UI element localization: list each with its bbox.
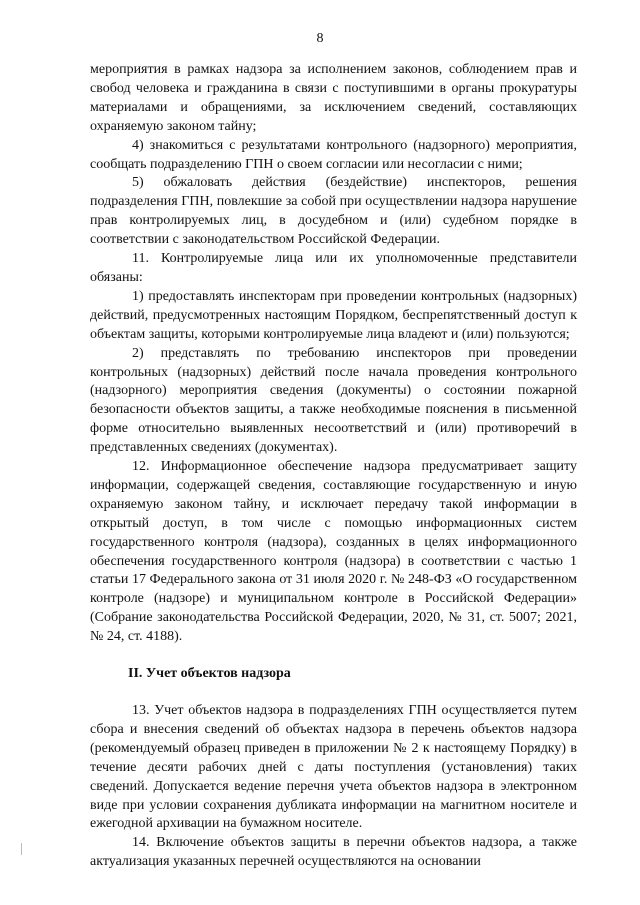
page-number: 8 [316,31,324,46]
paragraph-continuation: мероприятия в рамках надзора за исполнением законов, соблюдением прав и свобод человека и гражданина в связи с поступившими в органы прокуратуры материалами и обращениями, за исключением сведений, составляющих охраняемую законом тайну; [90,62,577,134]
paragraph-item-5: 5) обжаловать действия (бездействие) инспекторов, решения подразделения ГПН, повлекшие за собой при осуществлении надзора нарушение прав контролируемых лиц, в досудебном и (или) судебном порядке в соответствии с законодательством Российской Федерации. [90,175,577,248]
paragraph-11: 11. Контролируемые лица или их уполномоченные представители обязаны: [90,251,577,285]
paragraph-item-4: 4) знакомиться с результатами контрольного (надзорного) мероприятия, сообщать подразделению ГПН о своем согласии или несогласии с ними; [90,137,577,172]
margin-mark [21,843,22,855]
section-heading: II. Учет объектов надзора [128,666,291,682]
paragraph-12: 12. Информационное обеспечение надзора предусматривает защиту информации, содержащей сведения, составляющие государственную и иную охраняемую законом тайну, и исключает передачу такой информации в открытый доступ, в том числе с помощью информационных систем государственного контроля (надзора), созданных в целях информационного обеспечения государственного контроля (надзора) в соответствии с частью 1 статьи 17 Федерального закона от 31 июля 2020 г. № 248-ФЗ «О государственном контроле (надзоре) и муниципальном контроле в Российской Федерации» (Собрание законодательства Российской Федерации, 2020, № 31, ст. 5007; 2021, № 24, ст. 4188). [90,459,577,645]
paragraph-11-item-2: 2) представлять по требованию инспекторов при проведении контрольных (надзорных) действий после начала проведения контрольного (надзорного) мероприятия сведения (документы) о состоянии пожарной безопасности объектов защиты, а также необходимые пояснения в письменной форме относительно выявленных несоответствий и (или) противоречий в представленных сведениях (документах). [90,345,577,456]
paragraph-13: 13. Учет объектов надзора в подразделениях ГПН осуществляется путем сбора и внесения сведений об объектах надзора в перечень объектов надзора (рекомендуемый образец приведен в приложении № 2 к настоящему Порядку) в течение десяти рабочих дней с даты поступления (установления) таких сведений. Допускается ведение перечня учета объектов надзора в электронном виде при условии сохранения дубликата информации на магнитном носителе и ежегодной архивации на бумажном носителе. [90,703,577,832]
paragraph-11-item-1: 1) предоставлять инспекторам при проведении контрольных (надзорных) действий, предусмотренных настоящим Порядком, беспрепятственный доступ к объектам защиты, которыми контролируемые лица владеют и (или) пользуются; [90,288,577,342]
paragraph-14: 14. Включение объектов защиты в перечни объектов надзора, а также актуализация указанных перечней осуществляются на основании [90,835,577,870]
document-body [90,61,577,872]
